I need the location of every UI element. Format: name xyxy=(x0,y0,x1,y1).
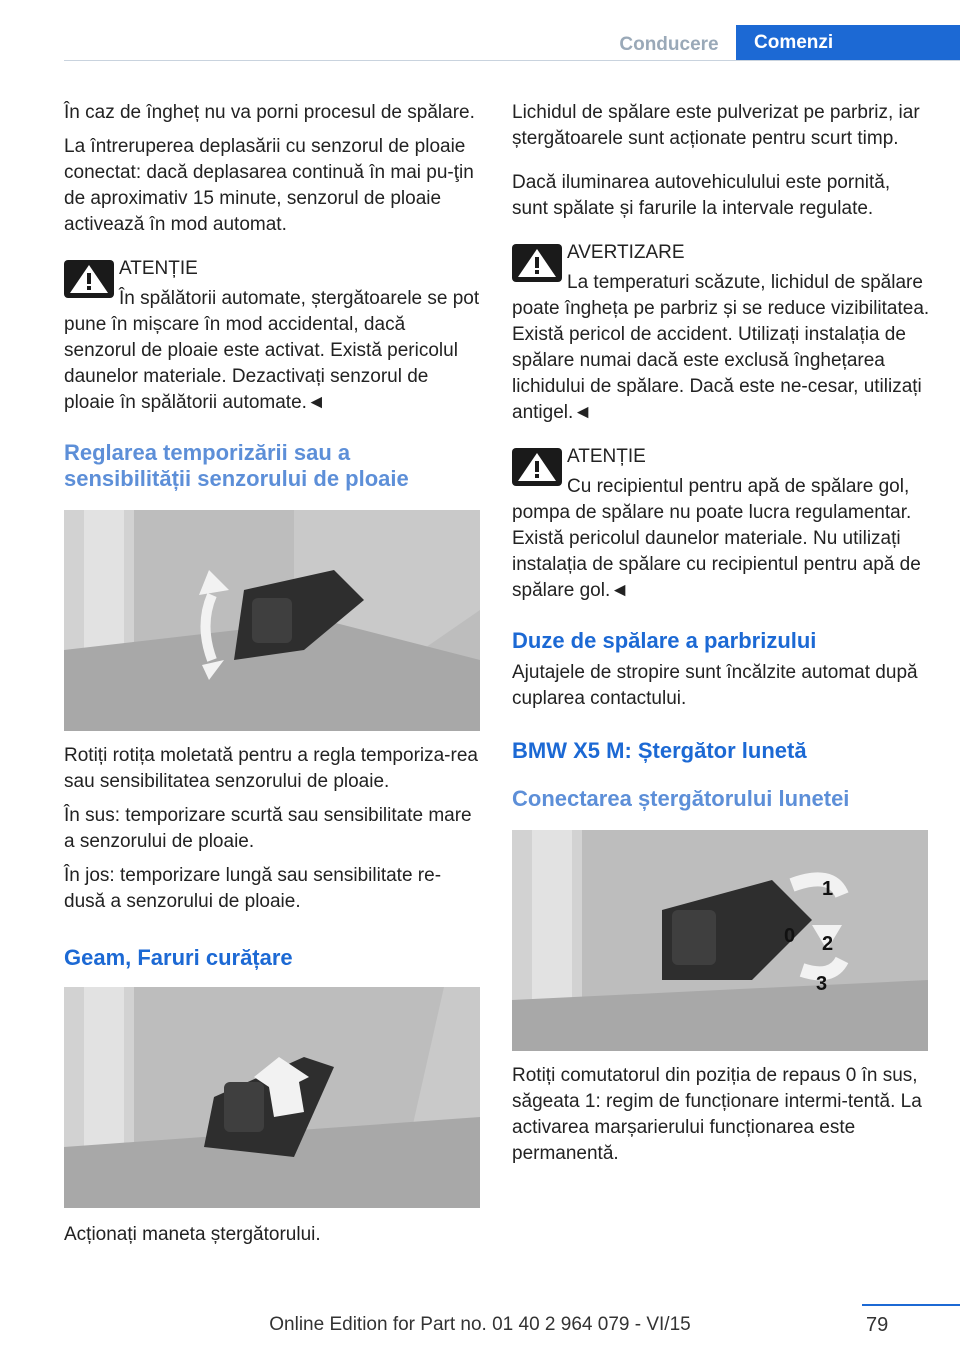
paragraph-interruption: La întreruperea deplasării cu senzorul de ploaie conectat: dacă deplasarea continuă în mai pu-ţin de aproximativ 15 minute, senzorul de ploaie activează în mod automat. xyxy=(64,136,474,235)
switch-position-label: 3 xyxy=(816,973,828,995)
warning-car-wash xyxy=(64,256,482,416)
warning-triangle-icon xyxy=(64,260,114,298)
paragraph-rotate: Rotiți rotița moletată pentru a regla temporiza-rea sau sensibilitatea senzorului de ploaie. xyxy=(64,745,478,792)
right-column xyxy=(512,100,930,1167)
heading-washer-jets: Duze de spălare a parbrizului xyxy=(512,628,817,653)
edition-footer: Online Edition for Part no. 01 40 2 964 079 - VI/15 xyxy=(269,1314,691,1335)
paragraph-down: În jos: temporizare lungă sau sensibilitate re-dusă a senzorului de ploaie. xyxy=(64,865,442,912)
paragraph-headlights: Dacă iluminarea autovehiculului este pornită, sunt spălate și farurile la intervale regulate. xyxy=(512,172,891,219)
warning-triangle-icon xyxy=(512,448,562,486)
paragraph-spray: Lichidul de spălare este pulverizat pe parbriz, iar ștergătoarele sunt acționate pentru scurt timp. xyxy=(512,102,920,149)
paragraph-actuate: Acționați maneta ștergătorului. xyxy=(64,1224,321,1245)
switch-position-label: 2 xyxy=(822,933,834,955)
photo-rear-wiper-switch xyxy=(512,830,928,1051)
heading-window-cleaning: Geam, Faruri curățare xyxy=(64,945,293,970)
warning-text: În spălătorii automate, ștergătoarele se pot pune în mișcare în mod accidental, dacă senzorul de ploaie este activat. Există pericolul daunelor materiale. Dezactivați senzorul de ploaie în spălătorii automate.◄ xyxy=(64,288,480,413)
switch-position-label: 1 xyxy=(822,878,834,900)
paragraph-up: În sus: temporizare scurtă sau sensibilitate mare a senzorului de ploaie. xyxy=(64,805,472,852)
heading-rear-wiper-on: Conectarea ștergătorului lunetei xyxy=(512,786,850,811)
switch-position-label: 0 xyxy=(784,925,796,947)
paragraph-freeze: În caz de îngheț nu va porni procesul de spălare. xyxy=(64,102,475,123)
warning-label: ATENȚIE xyxy=(567,446,646,467)
chapter-tab: Comenzi xyxy=(736,25,960,61)
warning-text: La temperaturi scăzute, lichidul de spălare poate îngheța pe parbriz și se reduce vizibilitatea. Există pericol de accident. Utilizați instalația de spălare numai dacă este exclusă înghețarea lichidului de spălare. Dacă este ne-cesar, utilizați antigel.◄ xyxy=(512,272,930,423)
warning-text: Cu recipientul pentru apă de spălare gol, pompa de spălare nu poate lucra regulamentar. Există pericolul daunelor materiale. Nu utilizați instalația de spălare cu recipientul pentru apă de spălare gol.◄ xyxy=(512,476,921,601)
photo-thumbwheel xyxy=(64,510,480,731)
warning-triangle-icon xyxy=(512,244,562,282)
heading-adjust-sensitivity: Reglarea temporizării sau a sensibilității senzorului de ploaie xyxy=(64,440,409,491)
header-divider xyxy=(64,60,960,61)
warning-label: AVERTIZARE xyxy=(567,242,685,263)
page-number: 79 xyxy=(866,1314,889,1336)
warning-label: ATENȚIE xyxy=(119,258,198,279)
heading-rear-wiper: BMW X5 M: Ștergător lunetă xyxy=(512,738,807,763)
photo-wiper-lever xyxy=(64,987,480,1208)
page-number-rule xyxy=(862,1304,960,1306)
warning-empty-reservoir xyxy=(512,444,930,604)
section-tab: Conducere xyxy=(619,34,719,55)
paragraph-rear-wiper-operation: Rotiți comutatorul din poziția de repaus 0 în sus, săgeata 1: regim de funcționare intermi-tentă. La activarea marșarierului funcționarea este permanentă. xyxy=(512,1065,922,1164)
warning-low-temperature xyxy=(512,240,930,426)
paragraph-heated-jets: Ajutajele de stropire sunt încălzite automat după cuplarea contactului. xyxy=(512,662,918,709)
left-column xyxy=(64,100,482,1248)
